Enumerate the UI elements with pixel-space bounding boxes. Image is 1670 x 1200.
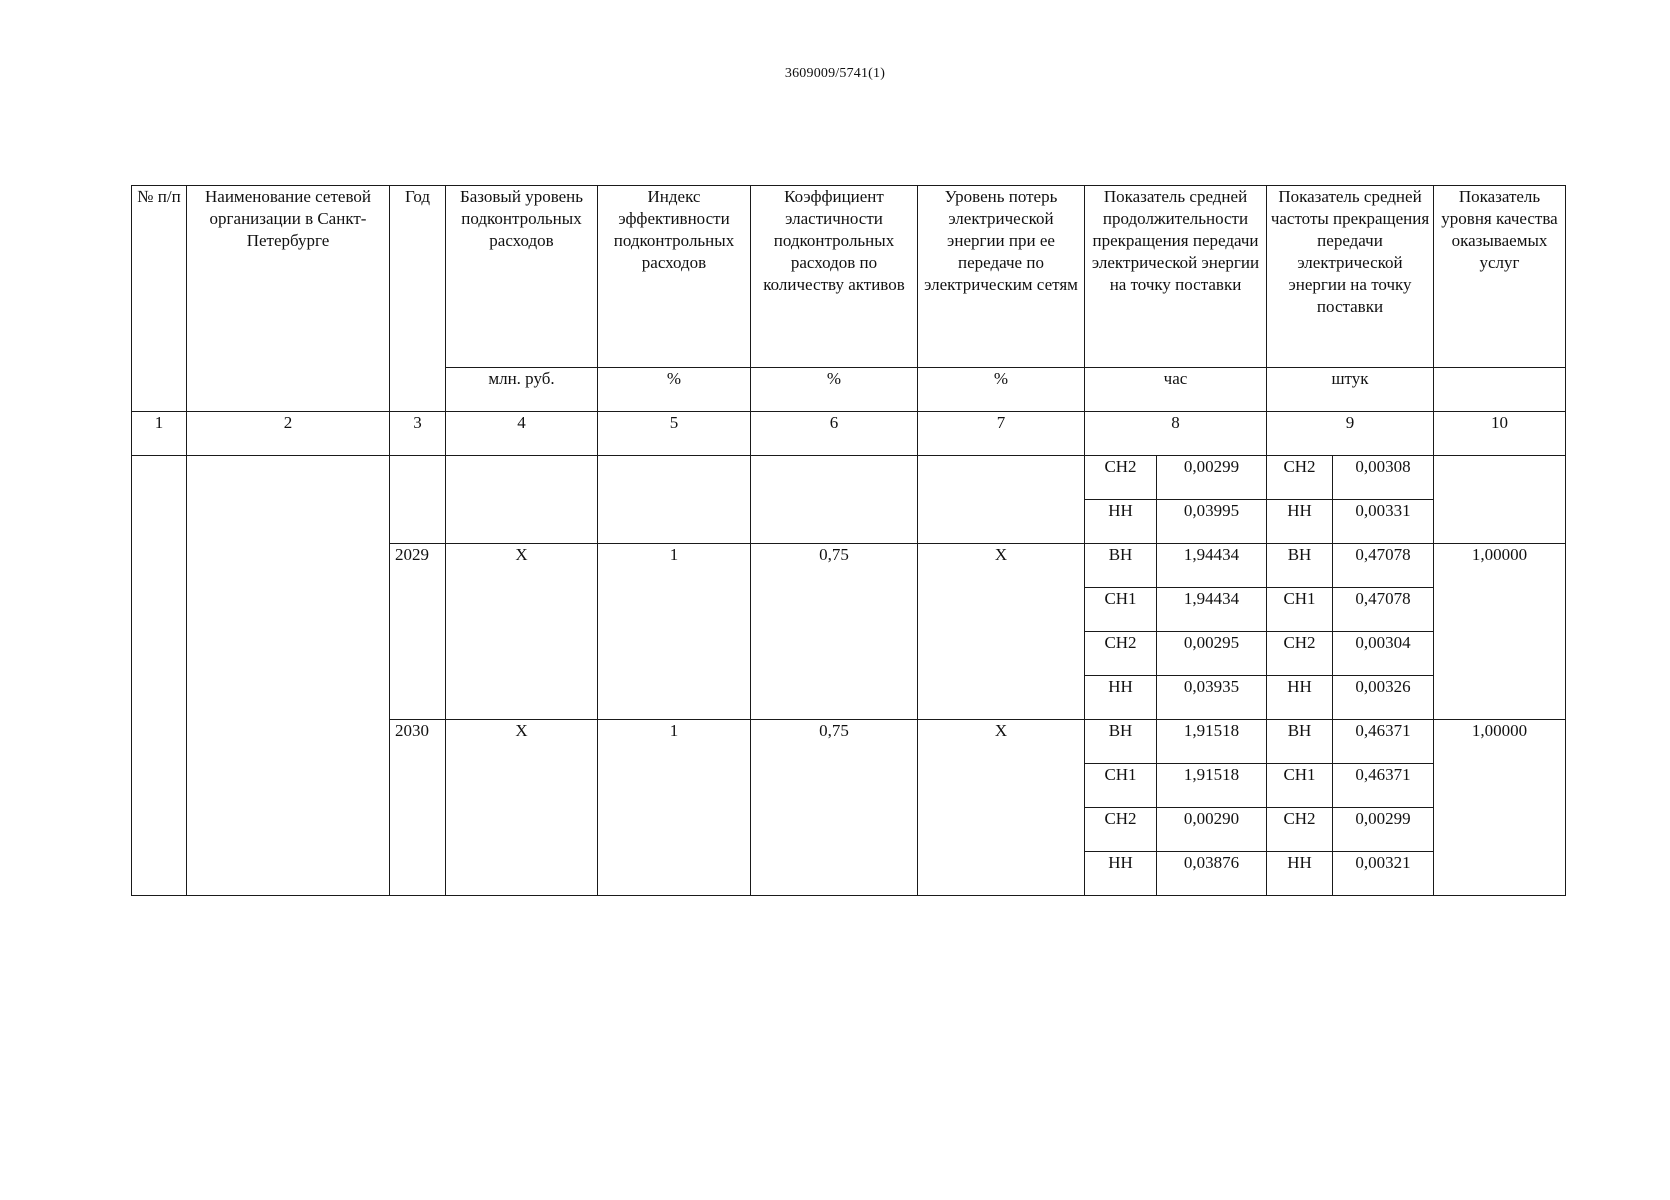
- frequency-value: 0,00299: [1333, 808, 1434, 852]
- duration-value: 0,03995: [1157, 500, 1267, 544]
- column-number: 4: [446, 412, 598, 456]
- unit-efficiency-index: %: [598, 368, 751, 412]
- frequency-value: 0,47078: [1333, 588, 1434, 632]
- header-duration-text: Показатель средней продолжительности прекращения передачи электрической энергии на точку поставки: [1091, 187, 1260, 294]
- duration-level: СН1: [1085, 588, 1157, 632]
- year-cell: 2030: [390, 720, 446, 896]
- frequency-value: 0,46371: [1333, 764, 1434, 808]
- tariff-table: [131, 185, 1566, 896]
- duration-level: СН2: [1085, 456, 1157, 500]
- unit-duration: час: [1085, 368, 1267, 412]
- frequency-level: ВН: [1267, 720, 1333, 764]
- header-losses: [918, 186, 1085, 368]
- column-number: 9: [1267, 412, 1434, 456]
- duration-level: СН2: [1085, 632, 1157, 676]
- header-number-text: № п/п: [137, 187, 181, 206]
- frequency-value: 0,00331: [1333, 500, 1434, 544]
- header-elasticity-text: Коэффициент эластичности подконтрольных расходов по количеству активов: [763, 187, 905, 294]
- column-number: 6: [751, 412, 918, 456]
- losses-cell: X: [918, 544, 1085, 720]
- column-number: 10: [1434, 412, 1566, 456]
- losses-cell: X: [918, 720, 1085, 896]
- organization-cell: [187, 456, 390, 896]
- column-number: 3: [390, 412, 446, 456]
- column-number: 7: [918, 412, 1085, 456]
- header-row: [132, 186, 1566, 368]
- header-base-level: [446, 186, 598, 368]
- quality-cell: 1,00000: [1434, 544, 1566, 720]
- frequency-level: НН: [1267, 500, 1333, 544]
- column-number: 1: [132, 412, 187, 456]
- frequency-value: 0,46371: [1333, 720, 1434, 764]
- quality-cell: 1,00000: [1434, 720, 1566, 896]
- header-elasticity: [751, 186, 918, 368]
- frequency-level: НН: [1267, 676, 1333, 720]
- efficiency-index-cell: 1: [598, 720, 751, 896]
- frequency-level: СН1: [1267, 764, 1333, 808]
- duration-value: 1,91518: [1157, 720, 1267, 764]
- header-frequency: [1267, 186, 1434, 368]
- year-cell: [390, 456, 446, 544]
- header-base-level-text: Базовый уровень подконтрольных расходов: [459, 187, 584, 250]
- header-organization: [187, 186, 390, 412]
- elasticity-cell: 0,75: [751, 720, 918, 896]
- column-number: 2: [187, 412, 390, 456]
- frequency-level: СН2: [1267, 456, 1333, 500]
- table-row: [132, 456, 1566, 500]
- frequency-level: СН2: [1267, 808, 1333, 852]
- duration-level: СН2: [1085, 808, 1157, 852]
- header-quality-text: Показатель уровня качества оказываемых услуг: [1441, 187, 1558, 272]
- duration-level: НН: [1085, 676, 1157, 720]
- column-number: 8: [1085, 412, 1267, 456]
- frequency-level: СН1: [1267, 588, 1333, 632]
- duration-value: 0,00299: [1157, 456, 1267, 500]
- header-losses-text: Уровень потерь электрической энергии при ее передаче по электрическим сетям: [924, 187, 1078, 294]
- duration-value: 0,00290: [1157, 808, 1267, 852]
- header-year: [390, 186, 446, 412]
- unit-elasticity: %: [751, 368, 918, 412]
- header-duration: [1085, 186, 1267, 368]
- unit-losses: %: [918, 368, 1085, 412]
- frequency-level: НН: [1267, 852, 1333, 896]
- header-efficiency-index: [598, 186, 751, 368]
- duration-value: 0,00295: [1157, 632, 1267, 676]
- elasticity-cell: 0,75: [751, 544, 918, 720]
- header-organization-text: Наименование сетевой организации в Санкт-Петербурге: [205, 187, 371, 250]
- duration-level: СН1: [1085, 764, 1157, 808]
- base-level-cell: X: [446, 720, 598, 896]
- duration-level: ВН: [1085, 544, 1157, 588]
- duration-value: 0,03876: [1157, 852, 1267, 896]
- header-year-text: Год: [405, 187, 430, 206]
- unit-quality: [1434, 368, 1566, 412]
- column-numbers-row: [132, 412, 1566, 456]
- frequency-value: 0,00321: [1333, 852, 1434, 896]
- frequency-level: СН2: [1267, 632, 1333, 676]
- duration-level: ВН: [1085, 720, 1157, 764]
- number-cell: [132, 456, 187, 896]
- frequency-value: 0,47078: [1333, 544, 1434, 588]
- frequency-value: 0,00308: [1333, 456, 1434, 500]
- frequency-level: ВН: [1267, 544, 1333, 588]
- duration-level: НН: [1085, 500, 1157, 544]
- duration-value: 1,91518: [1157, 764, 1267, 808]
- column-number: 5: [598, 412, 751, 456]
- header-frequency-text: Показатель средней частоты прекращения передачи электрической энергии на точку поставки: [1270, 187, 1430, 316]
- efficiency-index-cell: [598, 456, 751, 544]
- duration-value: 1,94434: [1157, 544, 1267, 588]
- elasticity-cell: [751, 456, 918, 544]
- frequency-value: 0,00304: [1333, 632, 1434, 676]
- document-number: 3609009/5741(1): [784, 66, 886, 81]
- duration-value: 1,94434: [1157, 588, 1267, 632]
- losses-cell: [918, 456, 1085, 544]
- frequency-value: 0,00326: [1333, 676, 1434, 720]
- year-cell: 2029: [390, 544, 446, 720]
- base-level-cell: [446, 456, 598, 544]
- quality-cell: [1434, 456, 1566, 544]
- header-quality: [1434, 186, 1566, 368]
- header-efficiency-index-text: Индекс эффективности подконтрольных расходов: [613, 187, 735, 272]
- unit-base-level: млн. руб.: [446, 368, 598, 412]
- unit-frequency: штук: [1267, 368, 1434, 412]
- base-level-cell: X: [446, 544, 598, 720]
- duration-level: НН: [1085, 852, 1157, 896]
- header-number: [132, 186, 187, 412]
- efficiency-index-cell: 1: [598, 544, 751, 720]
- duration-value: 0,03935: [1157, 676, 1267, 720]
